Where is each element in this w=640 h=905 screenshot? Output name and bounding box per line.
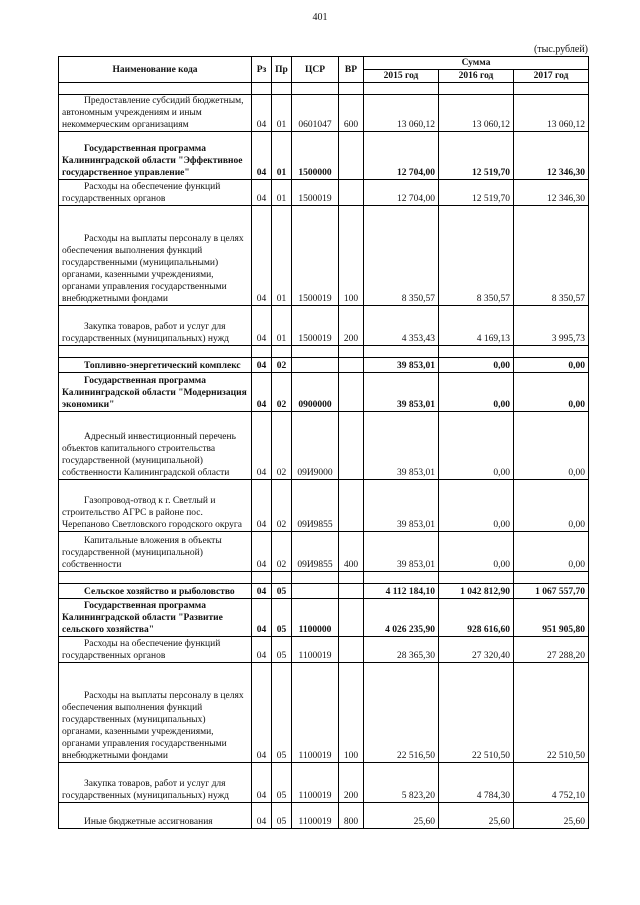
cell-pr xyxy=(272,83,292,95)
cell-rz: 04 xyxy=(252,584,272,599)
cell-rz: 04 xyxy=(252,132,272,180)
cell-rz: 04 xyxy=(252,373,272,412)
cell-2016: 4 784,30 xyxy=(439,763,514,803)
cell-pr: 01 xyxy=(272,180,292,206)
cell-2016: 25,60 xyxy=(439,803,514,829)
cell-2016 xyxy=(439,83,514,95)
cell-2015: 39 853,01 xyxy=(364,532,439,572)
cell-vr xyxy=(339,180,364,206)
cell-2017 xyxy=(514,346,589,358)
table-row xyxy=(59,572,589,584)
cell-2017: 4 752,10 xyxy=(514,763,589,803)
cell-rz: 04 xyxy=(252,663,272,763)
cell-2016: 0,00 xyxy=(439,480,514,532)
cell-csr: 1100019 xyxy=(292,803,339,829)
table-row xyxy=(59,358,589,373)
cell-vr xyxy=(339,412,364,480)
cell-csr: 1500019 xyxy=(292,180,339,206)
cell-vr: 100 xyxy=(339,663,364,763)
cell-vr xyxy=(339,346,364,358)
cell-rz: 04 xyxy=(252,803,272,829)
cell-2016: 27 320,40 xyxy=(439,637,514,663)
cell-rz: 04 xyxy=(252,532,272,572)
table-row xyxy=(59,803,589,829)
cell-csr: 1500000 xyxy=(292,132,339,180)
table-header xyxy=(59,57,589,83)
cell-pr: 01 xyxy=(272,206,292,306)
cell-2016: 0,00 xyxy=(439,358,514,373)
cell-vr: 600 xyxy=(339,95,364,132)
cell-2017: 22 510,50 xyxy=(514,663,589,763)
cell-csr xyxy=(292,584,339,599)
cell-2017: 0,00 xyxy=(514,373,589,412)
cell-2016: 4 169,13 xyxy=(439,306,514,346)
cell-vr: 400 xyxy=(339,532,364,572)
cell-vr xyxy=(339,358,364,373)
cell-csr: 1100000 xyxy=(292,599,339,637)
table-row xyxy=(59,663,589,763)
cell-pr: 01 xyxy=(272,95,292,132)
cell-2015: 12 704,00 xyxy=(364,180,439,206)
cell-vr: 800 xyxy=(339,803,364,829)
cell-2017: 0,00 xyxy=(514,532,589,572)
cell-pr: 02 xyxy=(272,358,292,373)
header-pr: Пр xyxy=(272,57,292,83)
table-row xyxy=(59,346,589,358)
cell-2016: 12 519,70 xyxy=(439,132,514,180)
cell-csr: 09И9000 xyxy=(292,412,339,480)
cell-rz: 04 xyxy=(252,206,272,306)
budget-table xyxy=(58,56,589,829)
cell-2017: 8 350,57 xyxy=(514,206,589,306)
cell-vr xyxy=(339,132,364,180)
cell-pr: 02 xyxy=(272,412,292,480)
cell-csr: 0601047 xyxy=(292,95,339,132)
cell-pr: 05 xyxy=(272,763,292,803)
cell-2017: 1 067 557,70 xyxy=(514,584,589,599)
cell-pr: 05 xyxy=(272,584,292,599)
cell-name xyxy=(59,572,252,584)
cell-2015: 12 704,00 xyxy=(364,132,439,180)
table-row xyxy=(59,206,589,306)
cell-2016: 12 519,70 xyxy=(439,180,514,206)
cell-csr xyxy=(292,346,339,358)
cell-rz: 04 xyxy=(252,480,272,532)
cell-name: Топливно-энергетический комплекс xyxy=(59,358,252,373)
cell-2015: 39 853,01 xyxy=(364,480,439,532)
cell-name xyxy=(59,346,252,358)
cell-2017 xyxy=(514,572,589,584)
cell-name: Государственная программа Калининградской области "Эффективное государственное управление" xyxy=(59,132,252,180)
cell-pr: 05 xyxy=(272,663,292,763)
table-row xyxy=(59,132,589,180)
cell-name: Расходы на обеспечение функций государственных органов xyxy=(59,637,252,663)
cell-pr xyxy=(272,346,292,358)
cell-name: Капитальные вложения в объекты государственной (муниципальной) собственности xyxy=(59,532,252,572)
cell-csr: 1100019 xyxy=(292,663,339,763)
cell-rz xyxy=(252,346,272,358)
cell-name: Сельское хозяйство и рыболовство xyxy=(59,584,252,599)
cell-2016 xyxy=(439,346,514,358)
cell-name: Расходы на выплаты персоналу в целях обеспечения выполнения функций государственными (муниципальными) органами, казенными учреждениями, органами управления государственными внебюджетными фондами xyxy=(59,206,252,306)
cell-vr xyxy=(339,373,364,412)
header-csr: ЦСР xyxy=(292,57,339,83)
cell-csr xyxy=(292,358,339,373)
cell-rz: 04 xyxy=(252,95,272,132)
cell-name: Адресный инвестиционный перечень объектов капитального строительства государственной (муниципальной) собственности Калининградской области xyxy=(59,412,252,480)
cell-2017: 27 288,20 xyxy=(514,637,589,663)
cell-rz xyxy=(252,83,272,95)
header-rz: Рз xyxy=(252,57,272,83)
table-row xyxy=(59,412,589,480)
cell-csr: 09И9855 xyxy=(292,532,339,572)
table-row xyxy=(59,584,589,599)
cell-rz xyxy=(252,572,272,584)
cell-2017: 3 995,73 xyxy=(514,306,589,346)
table-row xyxy=(59,180,589,206)
cell-vr xyxy=(339,599,364,637)
cell-2015: 13 060,12 xyxy=(364,95,439,132)
cell-2017: 0,00 xyxy=(514,412,589,480)
cell-vr xyxy=(339,572,364,584)
table-row xyxy=(59,480,589,532)
unit-label: (тыс.рублей) xyxy=(533,44,588,55)
cell-rz: 04 xyxy=(252,763,272,803)
cell-name: Иные бюджетные ассигнования xyxy=(59,803,252,829)
cell-2017: 0,00 xyxy=(514,358,589,373)
cell-2015: 25,60 xyxy=(364,803,439,829)
table-row xyxy=(59,532,589,572)
cell-2016: 22 510,50 xyxy=(439,663,514,763)
cell-csr: 0900000 xyxy=(292,373,339,412)
cell-2016: 1 042 812,90 xyxy=(439,584,514,599)
cell-rz: 04 xyxy=(252,412,272,480)
cell-name: Расходы на выплаты персоналу в целях обеспечения выполнения функций государственных (муниципальных) органами, казенными учреждениями, органами управления государственными внебюджетными фондами xyxy=(59,663,252,763)
cell-2015: 4 026 235,90 xyxy=(364,599,439,637)
cell-csr: 1100019 xyxy=(292,637,339,663)
cell-name: Газопровод-отвод к г. Светлый и строительство АГРС в районе пос. Черепаново Светловского городского округа xyxy=(59,480,252,532)
cell-vr: 100 xyxy=(339,206,364,306)
cell-pr: 01 xyxy=(272,306,292,346)
cell-2017: 12 346,30 xyxy=(514,180,589,206)
cell-vr: 200 xyxy=(339,306,364,346)
cell-name xyxy=(59,83,252,95)
cell-vr xyxy=(339,637,364,663)
cell-2016: 13 060,12 xyxy=(439,95,514,132)
cell-2016: 928 616,60 xyxy=(439,599,514,637)
table-row xyxy=(59,306,589,346)
cell-csr xyxy=(292,83,339,95)
header-2017: 2017 год xyxy=(514,70,589,83)
cell-rz: 04 xyxy=(252,637,272,663)
cell-2015 xyxy=(364,83,439,95)
cell-pr: 05 xyxy=(272,803,292,829)
cell-2015: 39 853,01 xyxy=(364,412,439,480)
cell-name: Расходы на обеспечение функций государственных органов xyxy=(59,180,252,206)
cell-2015: 39 853,01 xyxy=(364,373,439,412)
cell-pr xyxy=(272,572,292,584)
cell-pr: 02 xyxy=(272,480,292,532)
header-sum: Сумма xyxy=(364,57,589,70)
cell-name: Предоставление субсидий бюджетным, автономным учреждениям и иным некоммерческим организациям xyxy=(59,95,252,132)
cell-rz: 04 xyxy=(252,180,272,206)
table-row xyxy=(59,373,589,412)
cell-name: Государственная программа Калининградской области "Развитие сельского хозяйства" xyxy=(59,599,252,637)
cell-rz: 04 xyxy=(252,599,272,637)
cell-vr xyxy=(339,584,364,599)
cell-2017: 0,00 xyxy=(514,480,589,532)
cell-rz: 04 xyxy=(252,306,272,346)
header-name: Наименование кода xyxy=(59,57,252,83)
cell-2015 xyxy=(364,572,439,584)
table-row xyxy=(59,83,589,95)
cell-2015 xyxy=(364,346,439,358)
cell-2017 xyxy=(514,83,589,95)
cell-csr: 1500019 xyxy=(292,206,339,306)
cell-2017: 12 346,30 xyxy=(514,132,589,180)
cell-2017: 25,60 xyxy=(514,803,589,829)
cell-vr xyxy=(339,83,364,95)
cell-2016: 0,00 xyxy=(439,373,514,412)
cell-2015: 39 853,01 xyxy=(364,358,439,373)
cell-name: Закупка товаров, работ и услуг для государственных (муниципальных) нужд xyxy=(59,306,252,346)
header-vr: ВР xyxy=(339,57,364,83)
cell-csr: 1100019 xyxy=(292,763,339,803)
table-row xyxy=(59,599,589,637)
cell-2016: 8 350,57 xyxy=(439,206,514,306)
table-row xyxy=(59,637,589,663)
cell-csr: 1500019 xyxy=(292,306,339,346)
cell-2015: 8 350,57 xyxy=(364,206,439,306)
table-row xyxy=(59,763,589,803)
table-body xyxy=(59,83,589,829)
header-2015: 2015 год xyxy=(364,70,439,83)
cell-pr: 01 xyxy=(272,132,292,180)
table-row xyxy=(59,95,589,132)
cell-rz: 04 xyxy=(252,358,272,373)
cell-2015: 28 365,30 xyxy=(364,637,439,663)
cell-2015: 5 823,20 xyxy=(364,763,439,803)
cell-2016: 0,00 xyxy=(439,532,514,572)
cell-2015: 4 112 184,10 xyxy=(364,584,439,599)
cell-pr: 05 xyxy=(272,637,292,663)
cell-csr: 09И9855 xyxy=(292,480,339,532)
cell-pr: 02 xyxy=(272,373,292,412)
cell-pr: 02 xyxy=(272,532,292,572)
cell-2016: 0,00 xyxy=(439,412,514,480)
cell-vr: 200 xyxy=(339,763,364,803)
cell-csr xyxy=(292,572,339,584)
cell-2015: 4 353,43 xyxy=(364,306,439,346)
cell-name: Закупка товаров, работ и услуг для государственных (муниципальных) нужд xyxy=(59,763,252,803)
cell-2016 xyxy=(439,572,514,584)
cell-2017: 13 060,12 xyxy=(514,95,589,132)
header-2016: 2016 год xyxy=(439,70,514,83)
cell-2017: 951 905,80 xyxy=(514,599,589,637)
cell-name: Государственная программа Калининградской области "Модернизация экономики" xyxy=(59,373,252,412)
cell-2015: 22 516,50 xyxy=(364,663,439,763)
cell-pr: 05 xyxy=(272,599,292,637)
cell-vr xyxy=(339,480,364,532)
page-number: 401 xyxy=(312,12,328,23)
